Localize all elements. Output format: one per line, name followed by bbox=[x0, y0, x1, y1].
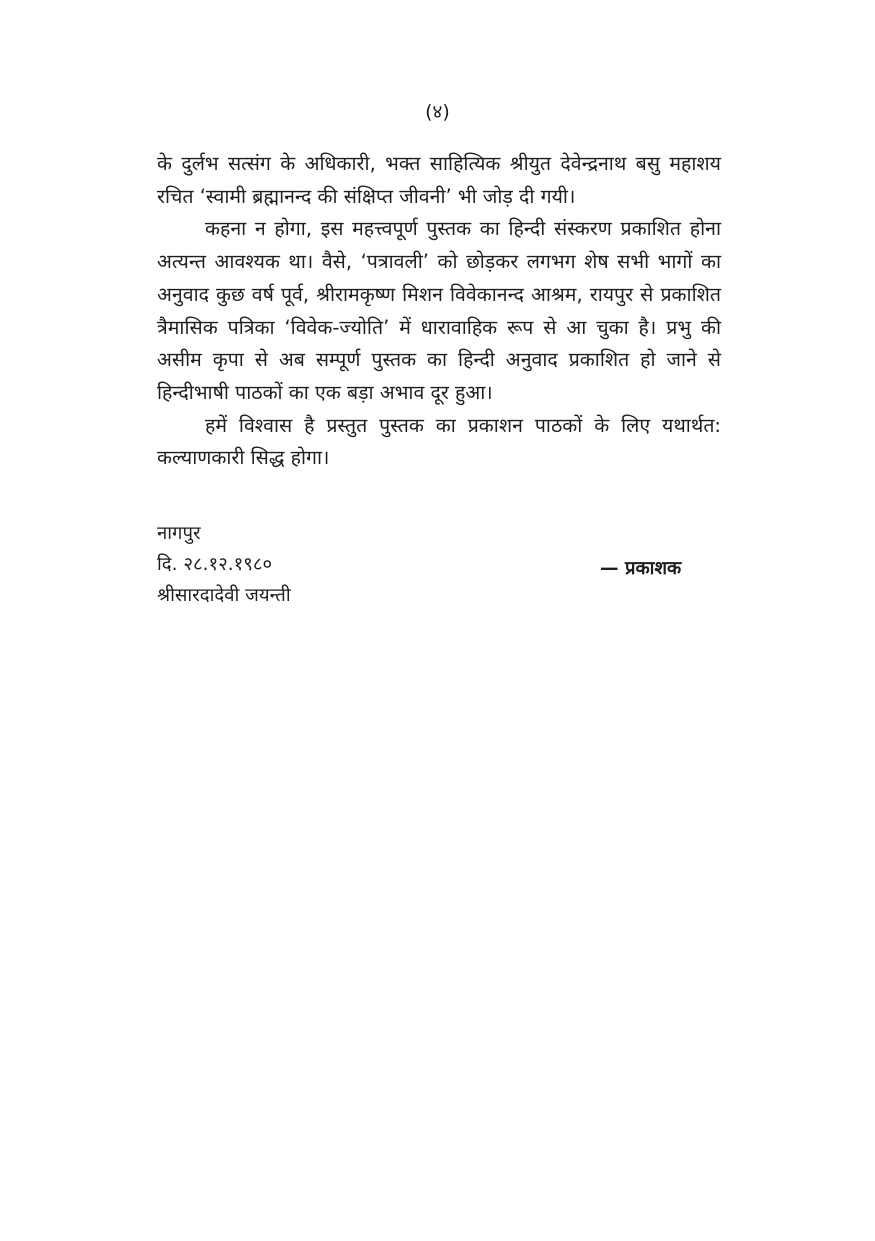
publisher-signature: — प्रकाशक bbox=[600, 558, 682, 579]
paragraph-continuation: के दुर्लभ सत्संग के अधिकारी, भक्त साहित्यिक श्रीयुत देवेन्द्रनाथ बसु महाशय रचित ‘स्वामी ब्रह्मानन्द की संक्षिप्त जीवनी’ भी जोड़ दी गयी। bbox=[157, 152, 721, 208]
page-number: (४) bbox=[425, 101, 450, 123]
footer-place: नागपुर bbox=[157, 523, 201, 544]
paragraph-closing: हमें विश्वास है प्रस्तुत पुस्तक का प्रकाशन पाठकों के लिए यथार्थत: कल्याणकारी सिद्ध होगा। bbox=[157, 413, 721, 470]
body-text bbox=[157, 148, 721, 475]
paragraph-hindi-edition: कहना न होगा, इस महत्त्वपूर्ण पुस्तक का हिन्दी संस्करण प्रकाशित होना अत्यन्त आवश्यक था। वैसे, ‘पत्रावली’ को छोड़कर लगभग शेष सभी भागों का अनुवाद कुछ वर्ष पूर्व, श्रीरामकृष्ण मिशन विवेकानन्द आश्रम, रायपुर से प्रकाशित त्रैमासिक पत्रिका ‘विवेक-ज्योति’ में धारावाहिक रूप से आ चुका है। प्रभु की असीम कृपा से अब सम्पूर्ण पुस्तक का हिन्दी अनुवाद प्रकाशित हो जाने से हिन्दीभाषी पाठकों का एक बड़ा अभाव दूर हुआ। bbox=[157, 217, 721, 404]
footer-occasion: श्रीसारदादेवी जयन्ती bbox=[157, 585, 291, 606]
footer-details bbox=[157, 518, 291, 611]
footer-date: दि. २८.१२.१९८० bbox=[157, 554, 273, 575]
